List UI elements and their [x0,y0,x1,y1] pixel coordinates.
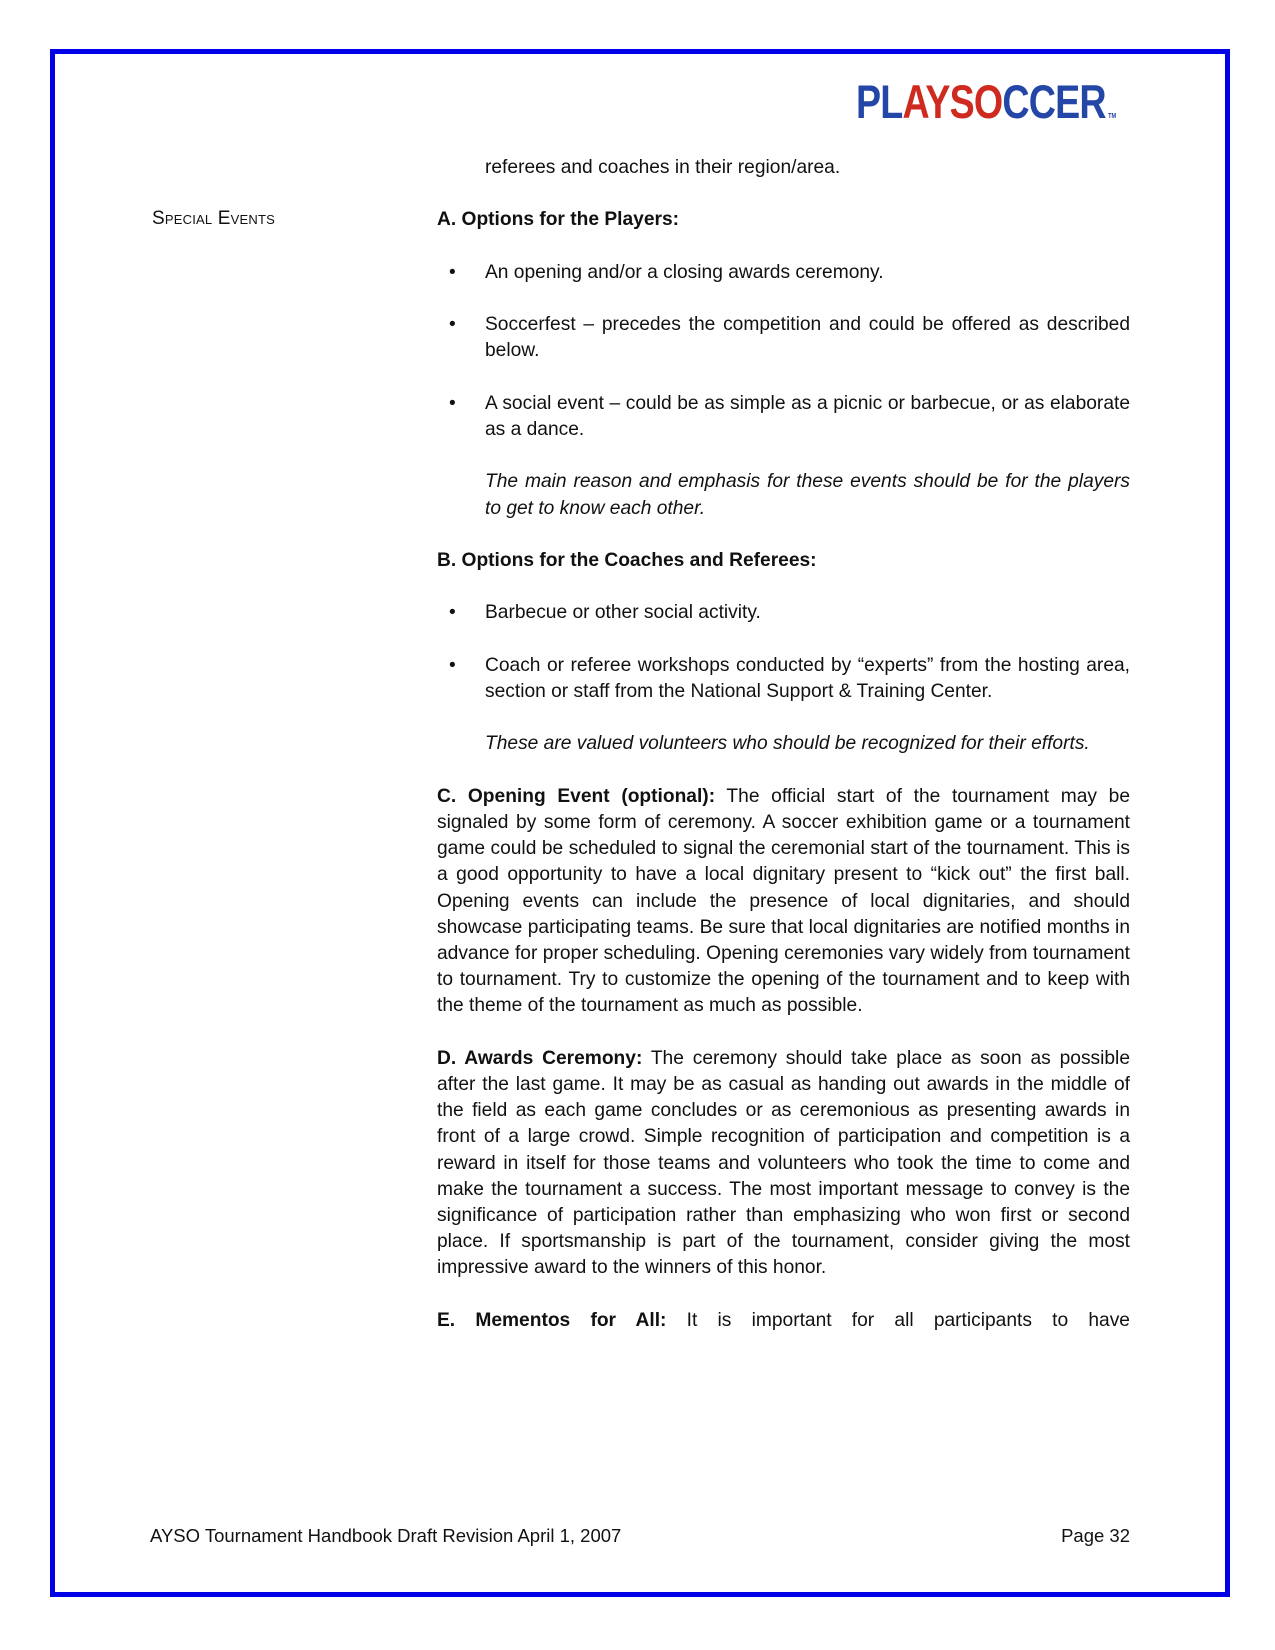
paragraph-title: E. Mementos for All: [437,1309,667,1331]
paragraph-awards-ceremony [437,1046,1130,1282]
section-label-special-events: Special Events [152,208,276,229]
list-item [437,653,1130,705]
paragraph-title: D. Awards Ceremony: [437,1047,643,1069]
bullet-icon: • [449,314,456,336]
paragraph-text: It is important for all participants to have [666,1309,1130,1331]
page-footer [150,1524,1130,1548]
bullet-icon: • [449,654,456,676]
continuation-line: referees and coaches in their region/area. [485,157,841,178]
list-item-text: An opening and/or a closing awards ceremony. [485,261,884,283]
playsoccer-logo [856,75,1117,128]
bullet-icon: • [449,392,456,414]
list-item [437,600,1130,626]
list-item [437,312,1130,364]
footer-document-title: AYSO Tournament Handbook Draft Revision April 1, 2007 [150,1525,622,1546]
list-item-text: Soccerfest – precedes the competition and could be offered as described below. [485,314,1130,362]
logo-part-ayso: AYSO [902,75,1003,128]
list-item [437,391,1130,443]
heading-options-coaches-referees: B. Options for the Coaches and Referees: [437,549,817,571]
heading-options-players: A. Options for the Players: [437,209,680,231]
trademark-mark: TM [1108,113,1117,120]
note-volunteers: These are valued volunteers who should be recognized for their efforts. [485,733,1090,755]
logo-part-ccer: CCER [1002,75,1106,128]
logo-part-pl: PL [856,75,903,128]
list-item-text: A social event – could be as simple as a picnic or barbecue, or as elaborate as a dance. [485,392,1130,440]
paragraph-text: The ceremony should take place as soon as possible after the last game. It may be as casual as handing out awards in the middle of the field as each game concludes or as ceremonious as presenting awards in front of a large crowd. Simple recognition of participation and competition is a reward in itself for those teams and volunteers who took the time to come and make the tournament a success. The most important message to convey is the significance of participation rather than emphasizing who won first or second place. If sportsmanship is part of the tournament, consider giving the most impressive award to the winners of this honor. [437,1047,1130,1279]
list-item-text: Barbecue or other social activity. [485,602,761,624]
paragraph-text: The official start of the tournament may be signaled by some form of ceremony. A soccer exhibition game or a tournament game could be scheduled to signal the ceremonial start of the tournament. This is a good opportunity to have a local dignitary present to “kick out” the first ball. Opening events can include the presence of local dignitaries, and should showcase participating teams. Be sure that local dignitaries are notified months in advance for proper scheduling. Opening ceremonies vary widely from tournament to tournament. Try to customize the opening of the tournament and to keep with the theme of the tournament as much as possible. [437,785,1131,1017]
page-number: Page 32 [1061,1525,1130,1546]
list-item [437,260,1130,286]
bullet-icon: • [449,261,456,283]
list-item-text: Coach or referee workshops conducted by “experts” from the hosting area, section or staff from the National Support & Training Center. [485,654,1130,702]
paragraph-mementos [437,1308,1130,1334]
paragraph-opening-event [437,784,1130,1020]
paragraph-title: C. Opening Event (optional): [437,785,716,807]
note-players: The main reason and emphasis for these events should be for the players to get to know each other. [485,471,1130,519]
body-column [437,155,1130,1360]
bullet-icon: • [449,602,456,624]
